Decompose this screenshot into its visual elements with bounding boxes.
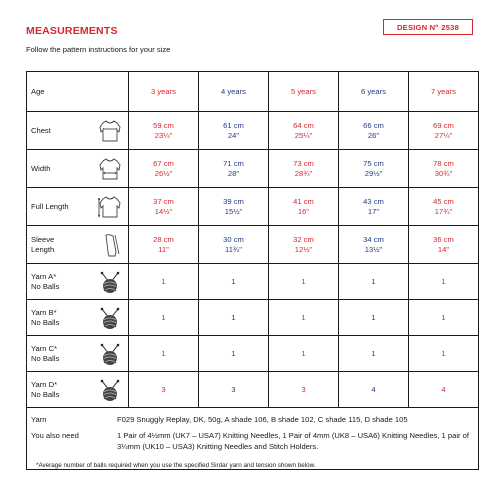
no-balls-label: No Balls: [31, 353, 60, 363]
measurements-table: [26, 71, 479, 470]
width-label: Width: [31, 163, 51, 173]
age-label-cell: [27, 72, 129, 112]
page-title: MEASUREMENTS: [26, 25, 118, 37]
age-label: Age: [31, 86, 45, 96]
sleeve-length-icon: [98, 232, 122, 258]
balls-cell: 1: [199, 300, 269, 336]
balls-cell: 1: [409, 336, 479, 372]
yarn-c-row: [27, 336, 479, 372]
sleeve-length-cell: 30 cm 11¾": [199, 226, 269, 264]
balls-cell: 3: [269, 372, 339, 408]
yarn-c-label: Yarn C*: [31, 343, 58, 353]
yarn-b-label: Yarn B*: [31, 307, 57, 317]
yarn-b-row: [27, 300, 479, 336]
yarn-ball-needles-icon: [98, 377, 122, 403]
age-row: [27, 72, 479, 112]
chest-cell: 69 cm 27¼": [409, 112, 479, 150]
age-cell: 5 years: [269, 72, 339, 112]
design-label: DESIGN Nº: [397, 22, 439, 32]
yarn-d-label: Yarn D*: [31, 379, 58, 389]
full-length-label: Full Length: [31, 201, 69, 211]
notes-cell: [27, 408, 479, 470]
age-cell: 6 years: [339, 72, 409, 112]
width-label-cell: [27, 150, 129, 188]
sleeve-length-row: [27, 226, 479, 264]
footnote: *Average number of balls required when you use the specified Sirdar yarn and tension shown below.: [36, 462, 316, 469]
chest-cell: 59 cm 23¼": [129, 112, 199, 150]
full-length-cell: 41 cm 16": [269, 188, 339, 226]
width-cell: 67 cm 26½": [129, 150, 199, 188]
sweater-width-icon: [98, 156, 122, 182]
balls-cell: 1: [199, 264, 269, 300]
full-length-row: [27, 188, 479, 226]
balls-cell: 3: [129, 372, 199, 408]
design-number-badge: [383, 19, 473, 35]
width-cell: 78 cm 30¾": [409, 150, 479, 188]
balls-cell: 1: [269, 336, 339, 372]
age-cell: 3 years: [129, 72, 199, 112]
balls-cell: 1: [339, 336, 409, 372]
age-cell: 4 years: [199, 72, 269, 112]
balls-cell: 1: [129, 264, 199, 300]
notes-row: [27, 408, 479, 470]
yarn-ball-needles-icon: [98, 341, 122, 367]
yarn-b-label-cell: [27, 300, 129, 336]
full-length-label-cell: [27, 188, 129, 226]
balls-cell: 1: [409, 264, 479, 300]
yarn-a-label: Yarn A*: [31, 271, 57, 281]
sweater-length-icon: [98, 194, 122, 220]
design-number: 2538: [441, 22, 459, 32]
balls-cell: 1: [129, 336, 199, 372]
balls-cell: 1: [199, 336, 269, 372]
full-length-cell: 43 cm 17": [339, 188, 409, 226]
sweater-chest-icon: [98, 118, 122, 144]
chest-row: [27, 112, 479, 150]
yarn-d-row: [27, 372, 479, 408]
yarn-c-label-cell: [27, 336, 129, 372]
balls-cell: 1: [339, 300, 409, 336]
chest-cell: 66 cm 26": [339, 112, 409, 150]
sleeve-length-cell: 34 cm 13½": [339, 226, 409, 264]
sleeve-length-label-cell: [27, 226, 129, 264]
age-cell: 7 years: [409, 72, 479, 112]
full-length-cell: 39 cm 15½": [199, 188, 269, 226]
no-balls-label: No Balls: [31, 281, 60, 291]
balls-cell: 1: [409, 300, 479, 336]
sleeve-length-label: Sleeve Length: [31, 234, 55, 254]
width-cell: 73 cm 28¾": [269, 150, 339, 188]
no-balls-label: No Balls: [31, 317, 60, 327]
chest-cell: 64 cm 25¼": [269, 112, 339, 150]
no-balls-label: No Balls: [31, 389, 60, 399]
yarn-ball-needles-icon: [98, 269, 122, 295]
width-cell: 71 cm 28": [199, 150, 269, 188]
yarn-label: Yarn: [31, 415, 47, 424]
sleeve-length-cell: 28 cm 11": [129, 226, 199, 264]
chest-cell: 61 cm 24": [199, 112, 269, 150]
chest-label: Chest: [31, 125, 51, 135]
width-row: [27, 150, 479, 188]
yarn-ball-needles-icon: [98, 305, 122, 331]
chest-label-cell: [27, 112, 129, 150]
balls-cell: 1: [339, 264, 409, 300]
balls-cell: 1: [269, 264, 339, 300]
balls-cell: 4: [339, 372, 409, 408]
sleeve-length-cell: 32 cm 12½": [269, 226, 339, 264]
balls-cell: 4: [409, 372, 479, 408]
width-cell: 75 cm 29½": [339, 150, 409, 188]
yarn-a-row: [27, 264, 479, 300]
you-also-need-label: You also need: [31, 431, 79, 440]
page-subtitle: Follow the pattern instructions for your size: [26, 45, 171, 54]
full-length-cell: 45 cm 17¾": [409, 188, 479, 226]
balls-cell: 1: [269, 300, 339, 336]
you-also-need-value: 1 Pair of 4½mm (UK7 – USA7) Knitting Needles, 1 Pair of 4mm (UK8 – USA6) Knitting Needles, 1 pair of 3¼mm (UK10 – USA3) Knitting Needles and Stitch Holders.: [117, 431, 469, 451]
yarn-d-label-cell: [27, 372, 129, 408]
sleeve-length-cell: 36 cm 14": [409, 226, 479, 264]
full-length-cell: 37 cm 14½": [129, 188, 199, 226]
yarn-value: F029 Snuggly Replay, DK, 50g, A shade 106, B shade 102, C shade 115, D shade 105: [117, 415, 408, 424]
balls-cell: 1: [129, 300, 199, 336]
yarn-a-label-cell: [27, 264, 129, 300]
balls-cell: 3: [199, 372, 269, 408]
